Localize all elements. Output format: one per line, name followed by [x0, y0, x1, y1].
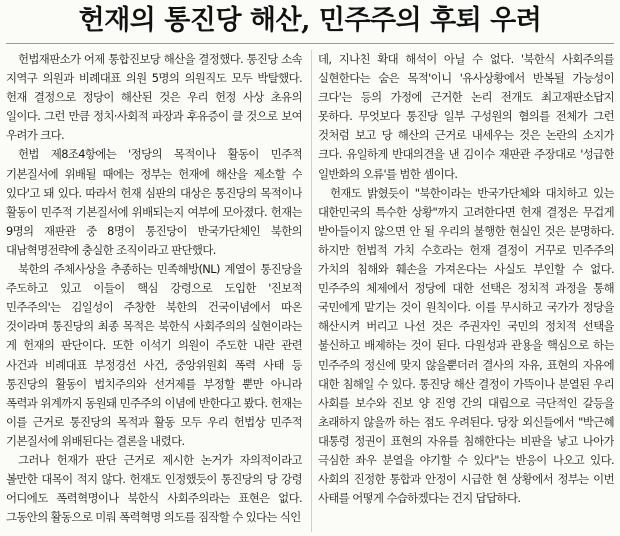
- paragraph: 북한의 주체사상을 추종하는 민족해방(NL) 계열이 통진당을 주도하고 있고 이들이 핵심 강령으로 도입한 '진보적 민주주의'는 김일성이 주창한 북한의 건국이념에서 따온 것이라며 통진당의 최종 목적은 북한식 사회주의의 실현이라는 게 헌재의 판단이다. 또한 이석기 의원이 주도한 내란 관련 사건과 비례대표 부정경선 사건, 중앙위원회 폭력 사태 등 통진당의 활동이 법치주의와 선거제를 부정할 뿐만 아니라 폭력과 위계까지 동원돼 민주주의 이념에 반한다고 봤다. 헌재는 이를 근거로 통진당의 목적과 활동 모두 우리 헌법상 민주적 기본질서에 위배된다는 결론을 내렸다.: [6, 262, 302, 448]
- paragraph: 헌법재판소가 어제 통합진보당 해산을 결정했다. 통진당 소속 지역구 의원과 비례대표 의원 5명의 의원직도 모두 박탈했다. 헌재 결정으로 정당이 해산된 것은 우리 헌정 사상 초유의 일이다. 그런 만큼 정치·사회적 파장과 후유증이 클 것으로 보여 우려가 크다.: [6, 52, 302, 143]
- headline: 헌재의 통진당 해산, 민주주의 후퇴 우려: [78, 5, 542, 36]
- headline-rule: [6, 43, 614, 44]
- left-column: [6, 50, 302, 534]
- paragraph: 데, 지나친 확대 해석이 아닐 수 없다. '북한식 사회주의를 실현한다는 숨은 목적'이니 '유사상황에서 반복될 가능성이 크다'는 등의 가정에 근거한 논리 전개도 최고재판소답지 못하다. 무엇보다 통진당 일부 구성원의 혐의를 전체가 그런 것처럼 보고 당 해산의 근거로 내세우는 것은 논란의 소지가 크다. 유일하게 반대의견을 낸 김이수 재판관 주장대로 '성급한 일반화의 오류'를 범한 셈이다.: [318, 52, 614, 181]
- paragraph: 그러나 헌재가 판단 근거로 제시한 논거가 자의적이라고 볼만한 대목이 적지 않다. 헌재도 인정했듯이 통진당의 당 강령 어디에도 폭력혁명이나 북한식 사회주의라는 표현은 없다. 그동안의 활동으로 미뤄 폭력혁명 의도를 짐작할 수 있다는 식인: [6, 452, 302, 525]
- right-column: [318, 50, 614, 534]
- column-divider: [311, 50, 312, 532]
- paragraph: 헌법 제8조4항에는 '정당의 목적이나 활동이 민주적 기본질서에 위배될 때에는 정부는 헌재에 해산을 제소할 수 있다'고 돼 있다. 따라서 헌재 심판의 대상은 통진당의 목적이나 활동이 민주적 기본질서에 위배되는지 여부에 모아졌다. 헌재는 9명의 재판관 중 8명이 통진당이 반국가단체인 북한의 대남혁명전략에 충실한 조직이라고 판단했다.: [6, 147, 302, 257]
- paragraph: 헌재도 밝혔듯이 "북한이라는 반국가단체와 대치하고 있는 대한민국의 특수한 상황"까지 고려한다면 헌재 결정은 무겁게 받아들이지 않으면 안 될 우리의 불행한 현실인 것은 분명하다. 하지만 헌법적 가치 수호라는 헌재 결정이 거꾸로 민주주의 가치의 침해와 훼손을 가져온다는 사실도 부인할 수 없다. 민주주의 체제에서 정당에 대한 선택은 정치적 과정을 통해 국민에게 맡기는 것이 원칙이다. 이를 무시하고 국가가 정당을 해산시켜 버리고 나선 것은 주권자인 국민의 정치적 선택을 불신하고 배제하는 것이 된다. 다원성과 관용을 핵심으로 하는 민주주의 정신에 맞지 않을뿐더러 결사의 자유, 표현의 자유에 대한 침해일 수 있다. 통진당 해산 결정이 가뜩이나 분열된 우리 사회를 보수와 진보 양 진영 간의 대립으로 극단적인 갈등을 초래하지 않을까 하는 점도 우려된다. 당장 외신들에서 "박근혜 대통령 정권이 표현의 자유를 침해한다는 비판을 낳고 나아가 극심한 좌우 분열을 야기할 수 있다"는 반응이 나오고 있다. 사회의 진정한 통합과 안정이 시급한 현 상황에서 정부는 이번 사태를 어떻게 수습하겠다는 건지 답답하다.: [318, 185, 614, 506]
